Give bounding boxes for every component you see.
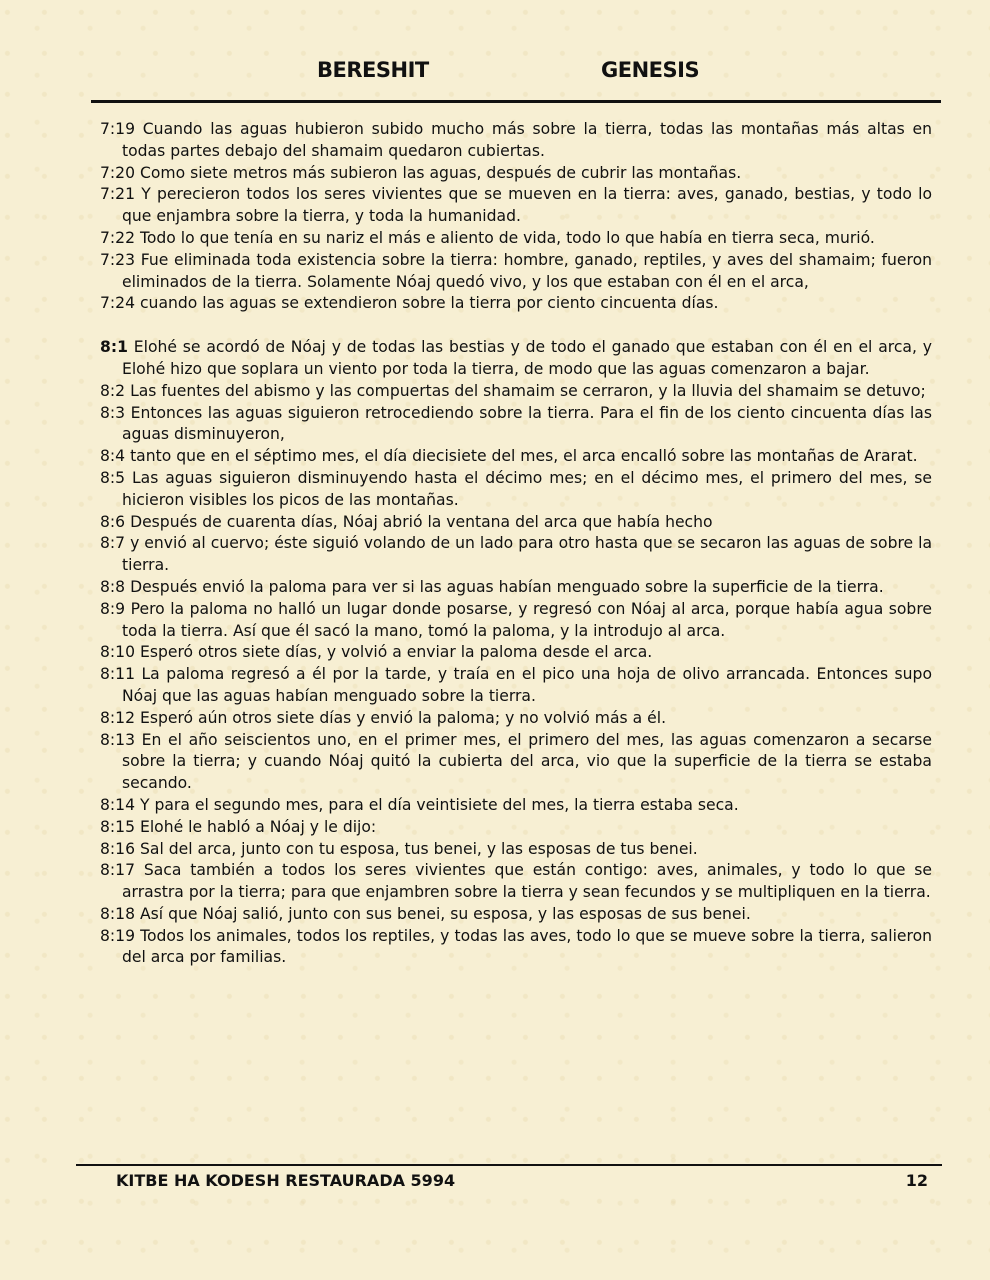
verse [100,533,932,577]
verse-text: Sal del arca, junto con tu esposa, tus benei, y las esposas de tus benei. [135,839,698,858]
verse-text: La paloma regresó a él por la tarde, y traía en el pico una hoja de olivo arrancada. Entonces supo Nóaj que las aguas habían menguado sobre la tierra. [122,665,932,705]
verse [100,119,932,163]
verse [100,228,932,250]
verse-text: tanto que en el séptimo mes, el día diecisiete del mes, el arca encalló sobre las montañas de Ararat. [125,447,918,466]
verse [100,184,932,228]
verse-text: Esperó otros siete días, y volvió a enviar la paloma desde el arca. [135,643,653,662]
verse [100,577,932,599]
verse-number: 8:11 [100,665,136,684]
verse-number: 8:2 [100,381,126,400]
verse-text: Después de cuarenta días, Nóaj abrió la ventana del arca que había hecho [125,512,713,531]
verse-text: Como siete metros más subieron las aguas, después de cubrir las montañas. [135,163,742,182]
verse-text: Saca también a todos los seres vivientes que están contigo: aves, animales, y todo lo que se arrastra por la tierra; para que enjambren sobre la tierra y sean fecundos y se multipliquen en la tierra. [122,861,932,902]
verse [100,642,932,664]
verse [100,599,932,643]
verse-text: Las fuentes del abismo y las compuertas del shamaim se cerraron, y la lluvia del shamaim se detuvo; [125,381,926,400]
page-header [0,58,990,90]
verse [100,730,932,795]
verse-number: 8:19 [100,926,136,945]
verse-number: 8:16 [100,839,136,858]
header-book-spanish: GENESIS [601,58,700,82]
header-divider [91,100,941,103]
page-footer [0,1171,990,1195]
verse [100,293,932,315]
verse [100,904,932,926]
verse-number: 8:18 [100,904,136,923]
verse-text: Y perecieron todos los seres vivientes que se mueven en la tierra: aves, ganado, bestias, y todo lo que enjambra sobre la tierra, y toda la humanidad. [122,185,932,226]
verse-number: 8:9 [100,599,126,618]
verse-text: Entonces las aguas siguieron retrocediendo sobre la tierra. Para el fin de los ciento cincuenta días las aguas disminuyeron, [122,403,932,444]
header-book-hebrew: BERESHIT [317,58,429,82]
verse-number: 8:7 [100,534,126,553]
verse [100,817,932,839]
verse-text: Fue eliminada toda existencia sobre la tierra: hombre, ganado, reptiles, y aves del shamaim; fueron eliminados de la tierra. Solamente Nóaj quedó vivo, y los que estaban con él en el arca, [122,250,932,291]
verse [100,381,932,403]
verse-number: 8:3 [100,403,126,422]
verse-text: Esperó aún otros siete días y envió la paloma; y no volvió más a él. [135,708,667,727]
verse-number: 8:12 [100,708,136,727]
verse-text: Después envió la paloma para ver si las aguas habían menguado sobre la superficie de la tierra. [125,577,884,596]
verse [100,664,932,708]
chapter-gap [100,315,932,337]
verse-number: 8:5 [100,468,126,487]
verse-text: Cuando las aguas hubieron subido mucho más sobre la tierra, todas las montañas más altas en todas partes debajo del shamaim quedaron cubiertas. [122,120,932,160]
verse-text-body [100,119,932,969]
verse [100,512,932,534]
verse [100,926,932,970]
verse [100,839,932,861]
verse-number: 8:1 [100,338,128,357]
verse-number: 8:17 [100,861,136,880]
verse [100,708,932,730]
verse-number: 8:8 [100,577,126,596]
verse-text: Pero la paloma no halló un lugar donde posarse, y regresó con Nóaj al arca, porque había agua sobre toda la tierra. Así que él sacó la mano, tomó la paloma, y la introdujo al arca. [122,599,932,640]
footer-divider [76,1164,942,1166]
chapter-7-verses [100,119,932,315]
verse-number: 7:21 [100,185,136,204]
verse [100,250,932,294]
verse-text: Elohé se acordó de Nóaj y de todas las bestias y de todo el ganado que estaban con él en el arca, y Elohé hizo que soplara un viento por toda la tierra, de modo que las aguas comenzaron a bajar. [122,338,932,378]
verse [100,446,932,468]
verse-text: Y para el segundo mes, para el día veintisiete del mes, la tierra estaba seca. [135,795,739,814]
verse [100,860,932,904]
verse-text: Elohé le habló a Nóaj y le dijo: [135,817,377,836]
page-number: 12 [905,1171,928,1190]
verse-text: Así que Nóaj salió, junto con sus benei, su esposa, y las esposas de sus benei. [135,904,751,923]
verse [100,337,932,381]
verse-text: En el año seiscientos uno, en el primer mes, el primero del mes, las aguas comenzaron a secarse sobre la tierra; y cuando Nóaj quitó la cubierta del arca, vio que la superficie de la tierra se estaba secando. [122,730,932,793]
verse-number: 8:4 [100,447,126,466]
verse-number: 7:19 [100,120,136,138]
verse-number: 7:23 [100,250,136,269]
verse-text: Las aguas siguieron disminuyendo hasta el décimo mes; en el décimo mes, el primero del mes, se hicieron visibles los picos de las montañas. [122,468,932,509]
verse-number: 8:6 [100,512,126,531]
verse-number: 8:13 [100,730,136,749]
verse-number: 7:20 [100,163,136,182]
verse [100,403,932,447]
verse-number: 8:14 [100,795,136,814]
verse-text: Todo lo que tenía en su nariz el más e aliento de vida, todo lo que había en tierra seca, murió. [135,228,875,247]
verse [100,795,932,817]
verse-number: 7:24 [100,294,136,313]
verse-text: cuando las aguas se extendieron sobre la tierra por ciento cincuenta días. [135,294,719,313]
verse-number: 7:22 [100,228,136,247]
verse-text: Todos los animales, todos los reptiles, y todas las aves, todo lo que se mueve sobre la tierra, salieron del arca por familias. [122,926,932,967]
verse-number: 8:15 [100,817,136,836]
verse-number: 8:10 [100,643,136,662]
verse-text: y envió al cuervo; éste siguió volando de un lado para otro hasta que se secaron las aguas de sobre la tierra. [122,534,932,575]
chapter-8-verses [100,337,932,969]
footer-title: KITBE HA KODESH RESTAURADA 5994 [116,1171,456,1190]
verse [100,163,932,185]
verse [100,468,932,512]
